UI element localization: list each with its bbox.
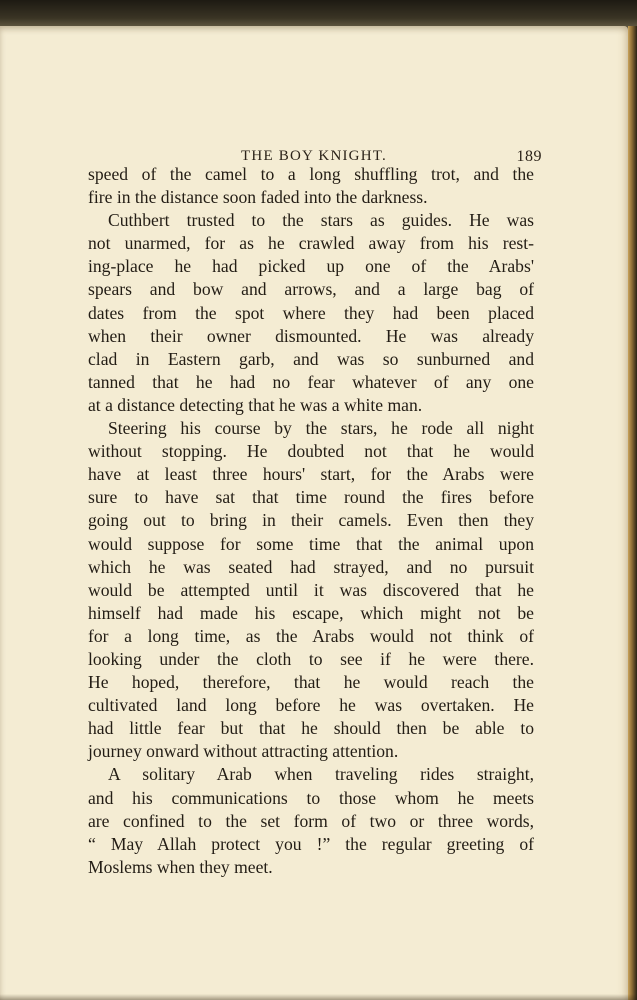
text-line: A solitary Arab when traveling rides straight, xyxy=(108,764,534,785)
text-line: cultivated land long before he was overtaken. He xyxy=(88,695,534,716)
text-line: would suppose for some time that the animal upon xyxy=(88,533,534,554)
paragraph xyxy=(88,163,534,209)
page-bottom-shadow xyxy=(0,994,637,1000)
text-line: sure to have sat that time round the fires before xyxy=(88,487,534,508)
text-line: “ May Allah protect you !” the regular greeting of xyxy=(88,833,534,854)
text-line: tanned that he had no fear whatever of any one xyxy=(88,371,534,392)
text-line: speed of the camel to a long shuffling trot, and the xyxy=(88,164,534,184)
text-line: ing-place he had picked up one of the Arabs' xyxy=(88,256,534,277)
text-line: at a distance detecting that he was a white man. xyxy=(88,394,423,415)
text-line: are confined to the set form of two or three words, xyxy=(88,810,534,831)
text-line: spears and bow and arrows, and a large bag of xyxy=(88,279,534,300)
text-line: for a long time, as the Arabs would not think of xyxy=(88,625,534,646)
text-line: would be attempted until it was discovered that he xyxy=(88,579,534,600)
text-line: fire in the distance soon faded into the darkness. xyxy=(88,187,428,208)
page-number: 189 xyxy=(516,148,542,165)
text-line: Steering his course by the stars, he rode all night xyxy=(108,418,534,439)
paragraph xyxy=(88,763,534,878)
text-line: had little fear but that he should then be able to xyxy=(88,718,534,739)
text-line: clad in Eastern garb, and was so sunburned and xyxy=(88,348,534,369)
text-line: when their owner dismounted. He was already xyxy=(88,325,534,346)
running-title: THE BOY KNIGHT. xyxy=(241,148,387,164)
text-line: himself had made his escape, which might not be xyxy=(88,602,534,623)
paragraph xyxy=(88,209,534,417)
text-line: looking under the cloth to see if he were there. xyxy=(88,648,534,669)
text-line: have at least three hours' start, for the Arabs were xyxy=(88,464,534,485)
book-fore-edge xyxy=(628,26,637,1000)
text-line: not unarmed, for as he crawled away from his rest- xyxy=(88,233,534,254)
text-line: He hoped, therefore, that he would reach the xyxy=(88,672,534,693)
text-line: going out to bring in their camels. Even then they xyxy=(88,510,534,531)
text-line: journey onward without attracting attention. xyxy=(88,741,399,762)
text-line: which he was seated had strayed, and no pursuit xyxy=(88,556,534,577)
text-line: dates from the spot where they had been placed xyxy=(88,302,534,323)
text-line: Cuthbert trusted to the stars as guides. He was xyxy=(108,210,534,231)
body-text xyxy=(88,163,534,879)
text-line: and his communications to those whom he meets xyxy=(88,787,534,808)
text-line: Moslems when they meet. xyxy=(88,856,273,877)
text-line: without stopping. He doubted not that he would xyxy=(88,441,534,462)
paragraph xyxy=(88,417,534,763)
